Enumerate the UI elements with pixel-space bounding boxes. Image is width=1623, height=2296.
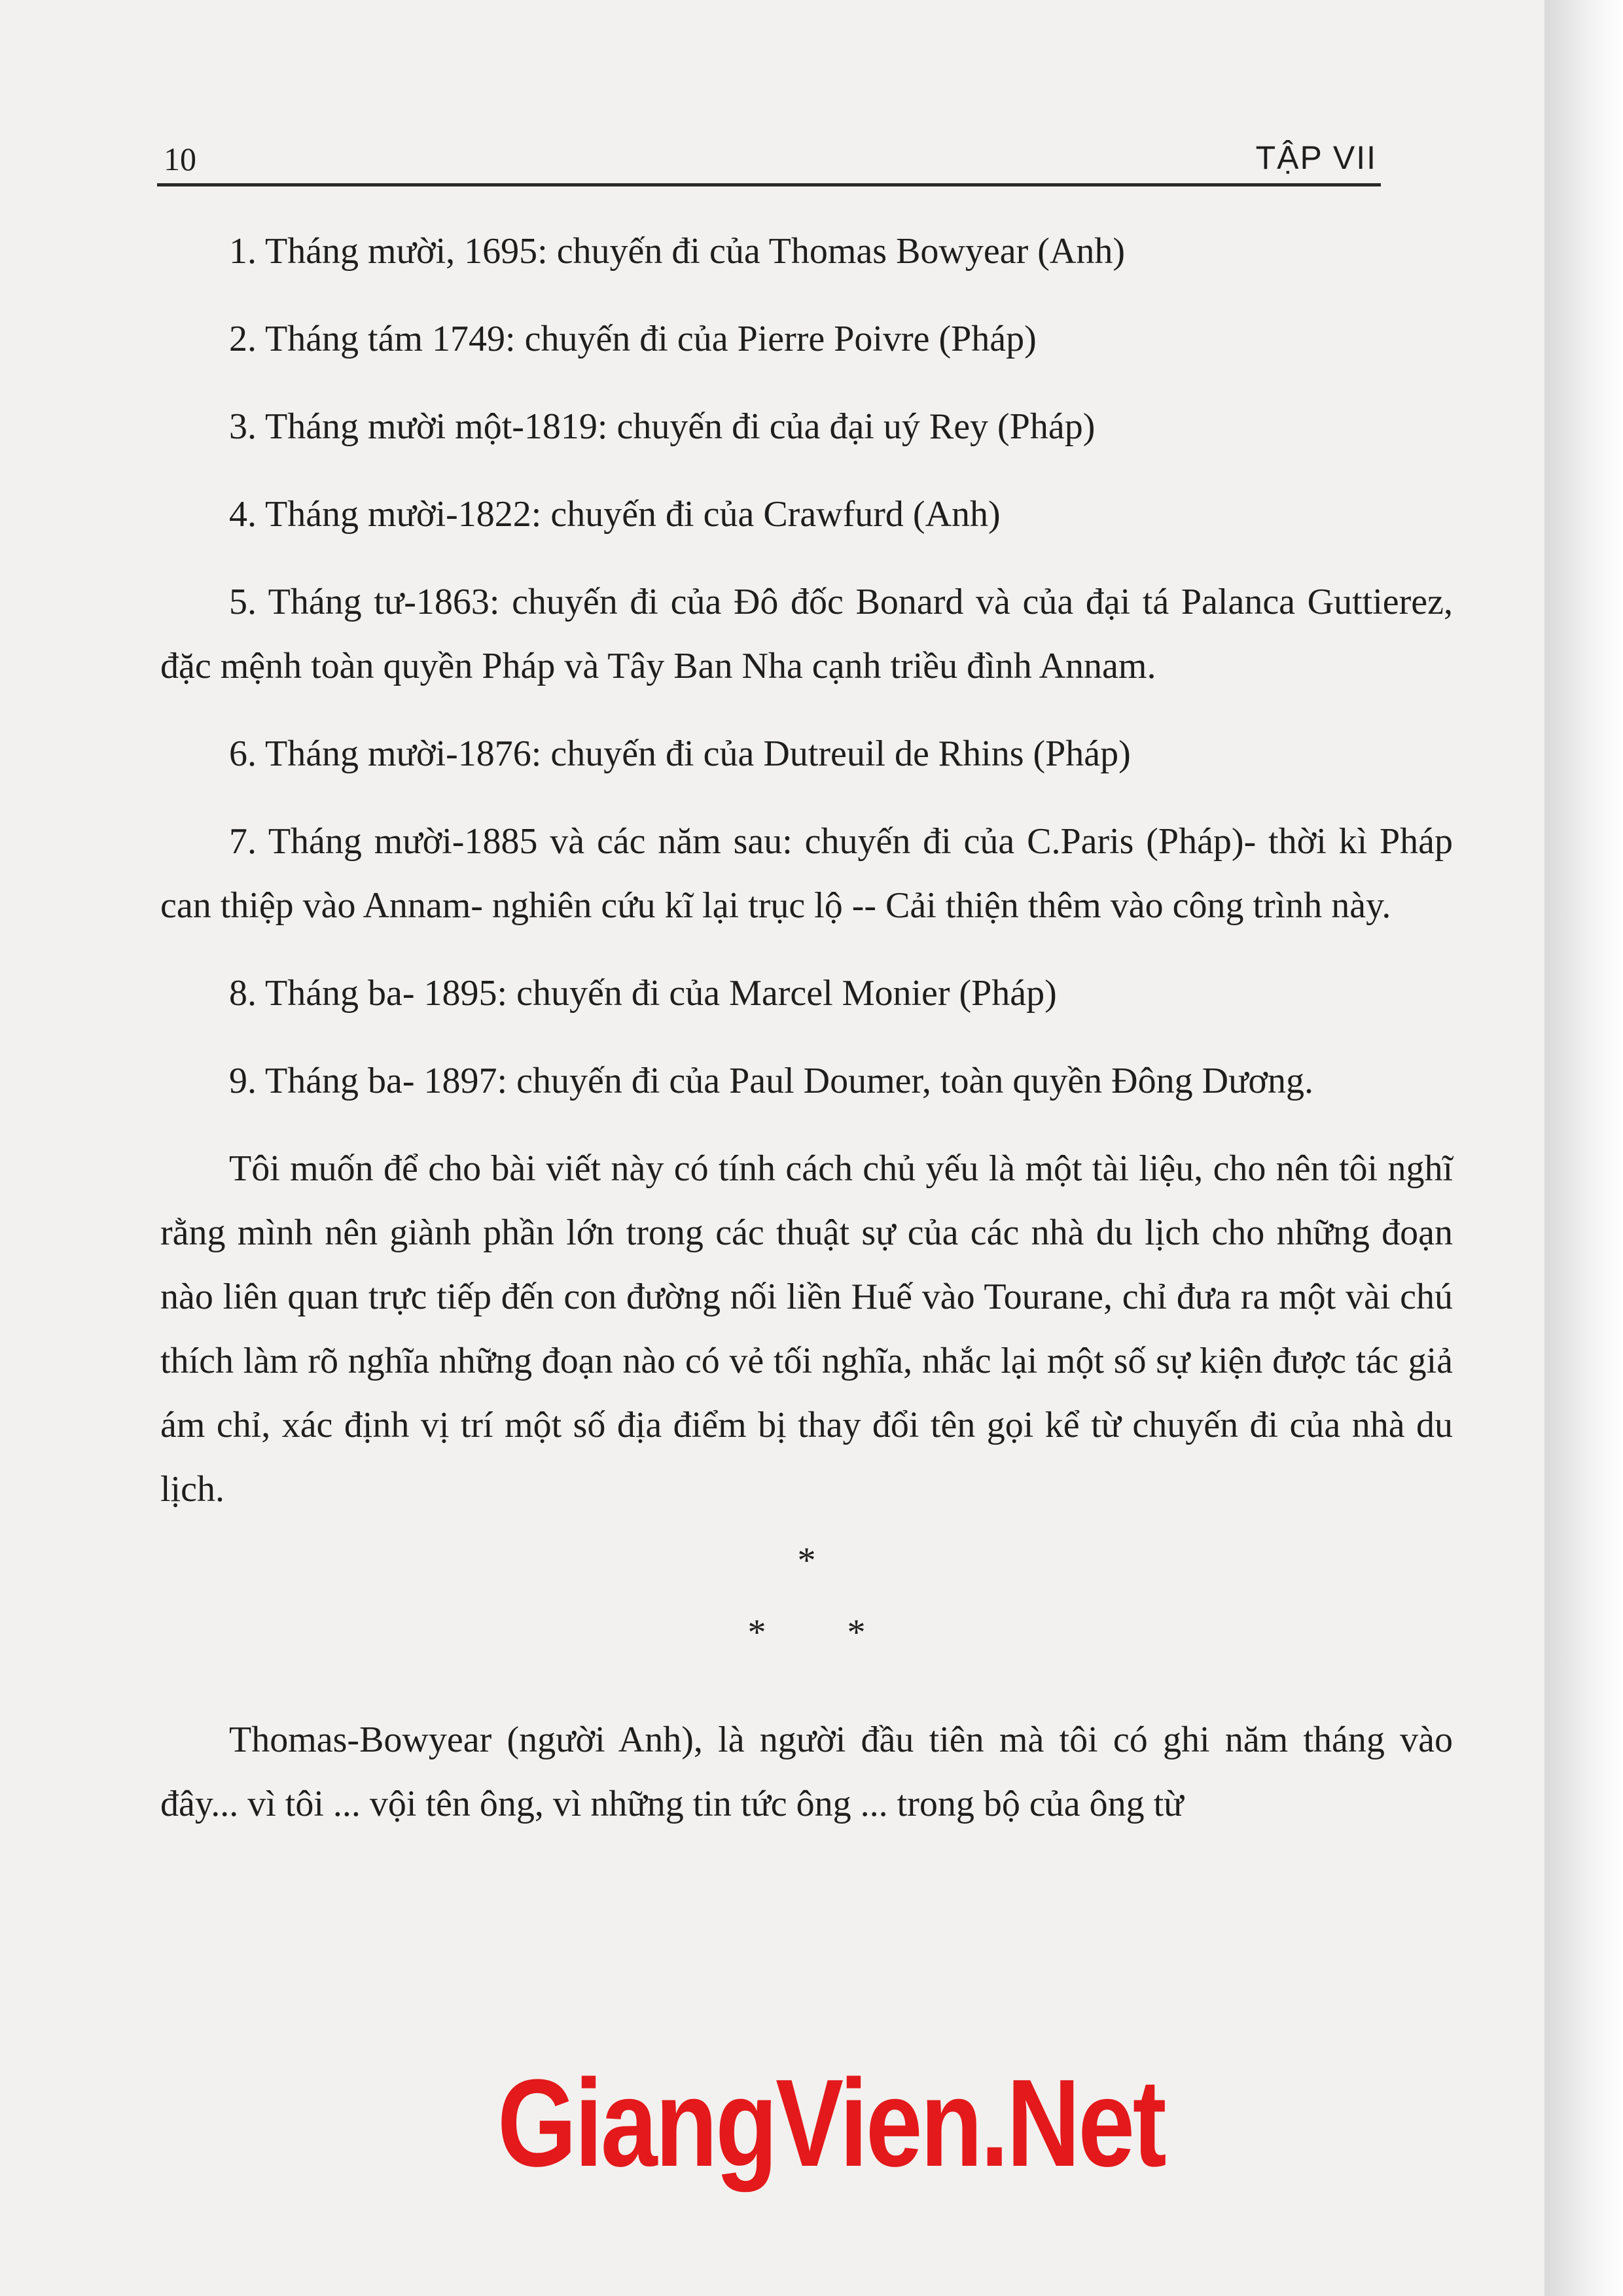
page-header	[157, 124, 1381, 186]
closing-paragraph: Thomas-Bowyear (người Anh), là người đầu tiên mà tôi có ghi năm tháng vào đây... vì tôi ... vội tên ông, vì những tin tức ông ... trong bộ của ông từ	[160, 1720, 1453, 1824]
section-separator-top: *	[797, 1540, 816, 1581]
list-item: 9. Tháng ba- 1897: chuyến đi của Paul Doumer, toàn quyền Đông Dương.	[229, 1061, 1314, 1101]
page-number: 10	[164, 141, 196, 177]
body-paragraph: Tôi muốn để cho bài viết này có tính cách chủ yếu là một tài liệu, cho nên tôi nghĩ rằng mình nên giành phần lớn trong các thuật sự của các nhà du lịch cho những đoạn nào liên quan trực tiếp đến con đường nối liền Huế vào Tourane, chỉ đưa ra một vài chú thích làm rõ nghĩa những đoạn nào có vẻ tối nghĩa, nhắc lại một số sự kiện được tác giả ám chỉ, xác định vị trí một số địa điểm bị thay đổi tên gọi kể từ chuyến đi của nhà du lịch.	[160, 1148, 1453, 1510]
list-item: 8. Tháng ba- 1895: chuyến đi của Marcel Monier (Pháp)	[229, 973, 1057, 1014]
page-edge-shadow	[1544, 0, 1623, 2296]
list-item: 3. Tháng mười một-1819: chuyến đi của đại uý Rey (Pháp)	[229, 406, 1096, 447]
list-item: 2. Tháng tám 1749: chuyến đi của Pierre Poivre (Pháp)	[229, 319, 1037, 359]
list-item: 6. Tháng mười-1876: chuyến đi của Dutreuil de Rhins (Pháp)	[229, 733, 1131, 774]
list-item: 4. Tháng mười-1822: chuyến đi của Crawfurd (Anh)	[229, 494, 1001, 535]
list-item: 1. Tháng mười, 1695: chuyến đi của Thomas Bowyear (Anh)	[229, 231, 1125, 272]
section-separator-bottom: * *	[747, 1612, 866, 1653]
list-item: 5. Tháng tư-1863: chuyến đi của Đô đốc Bonard và của đại tá Palanca Guttierez, đặc mệnh toàn quyền Pháp và Tây Ban Nha cạnh triều đình Annam.	[160, 582, 1453, 686]
list-item: 7. Tháng mười-1885 và các năm sau: chuyến đi của C.Paris (Pháp)- thời kì Pháp can thiệp vào Annam- nghiên cứu kĩ lại trục lộ -- Cải thiện thêm vào công trình này.	[160, 821, 1453, 926]
running-head: TẬP VII	[1255, 139, 1377, 176]
watermark-logo: GiangVien.Net	[497, 2054, 1165, 2193]
page-content	[160, 219, 1453, 1860]
